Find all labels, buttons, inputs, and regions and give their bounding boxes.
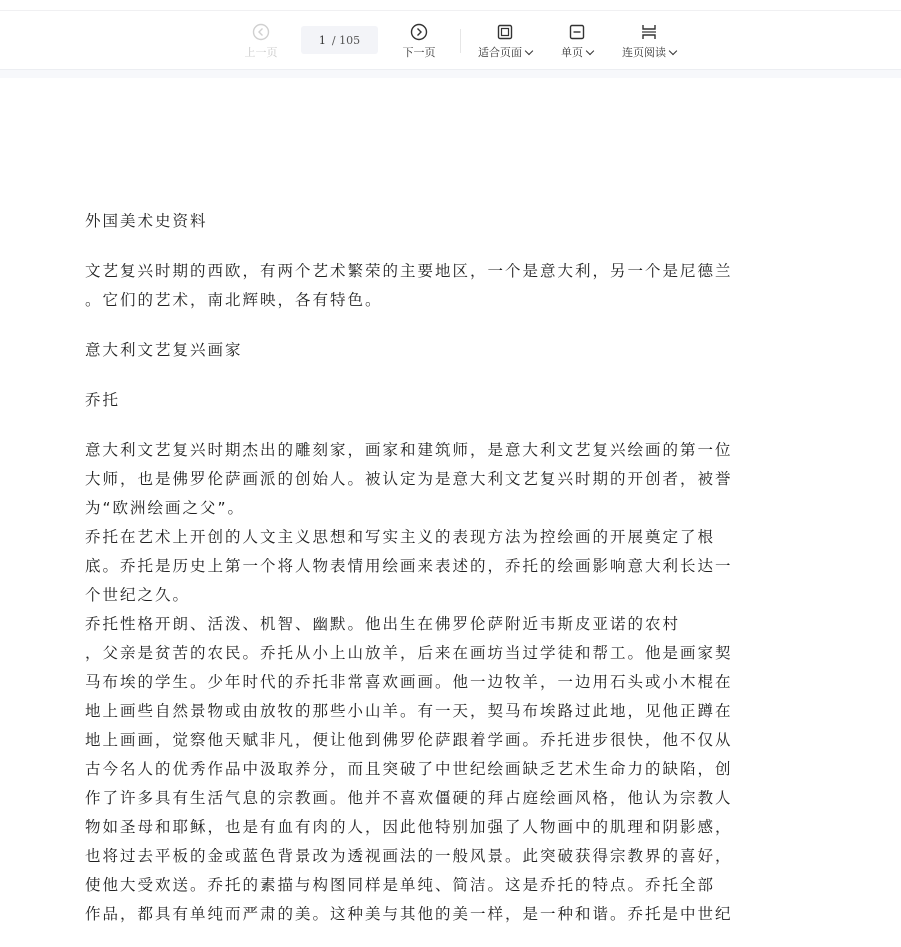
text-line: 物如圣母和耶稣，也是有血有肉的人，因此他特别加强了人物画中的肌理和阴影感， bbox=[85, 818, 733, 836]
text-line: 大师，也是佛罗伦萨画派的创始人。被认定为是意大利文艺复兴时期的开创者，被誉 bbox=[85, 470, 733, 488]
text-line: 为“欧洲绘画之父”。 bbox=[85, 499, 246, 517]
continuous-page-icon bbox=[640, 23, 658, 41]
chevron-left-circle-icon bbox=[252, 23, 270, 41]
continuous-reading-label: 连页阅读 bbox=[622, 46, 666, 59]
reader-toolbar bbox=[0, 11, 901, 70]
text-line: 。它们的艺术，南北辉映，各有特色。 bbox=[85, 291, 383, 309]
document-page bbox=[85, 207, 830, 929]
text-line: 马布埃的学生。少年时代的乔托非常喜欢画画。他一边牧羊，一边用石头或小木棍在 bbox=[85, 673, 733, 691]
toolbar-shadow-band bbox=[0, 70, 901, 78]
single-page-icon bbox=[568, 23, 586, 41]
text-line: 个世纪之久。 bbox=[85, 586, 191, 604]
text-line: 地上画些自然景物或由放牧的那些小山羊。有一天，契马布埃路过此地，见他正蹲在 bbox=[85, 702, 733, 720]
chevron-down-icon bbox=[525, 47, 533, 55]
text-line: 也将过去平板的金或蓝色背景改为透视画法的一般风景。此突破获得宗教界的喜好， bbox=[85, 847, 733, 865]
text-line: 使他大受欢送。乔托的素描与构图同样是单纯、简洁。这是乔托的特点。乔托全部 bbox=[85, 876, 716, 894]
text-line: 乔托在艺术上开创的人文主义思想和写实主义的表现方法为控绘画的开展奠定了根 bbox=[85, 528, 716, 546]
next-page-label: 下一页 bbox=[402, 46, 436, 59]
prev-page-button[interactable] bbox=[236, 11, 286, 69]
text-line: ，父亲是贫苦的农民。乔托从小上山放羊，后来在画坊当过学徒和帮工。他是画家契 bbox=[85, 644, 733, 662]
total-pages: / 105 bbox=[331, 33, 361, 47]
chevron-down-icon bbox=[586, 47, 594, 55]
fit-page-icon bbox=[496, 23, 514, 41]
text-line: 作了许多具有生活气息的宗教画。他并不喜欢僵硬的拜占庭绘画风格，他认为宗教人 bbox=[85, 789, 733, 807]
text-line: 古今名人的优秀作品中汲取养分，而且突破了中世纪绘画缺乏艺术生命力的缺陷，创 bbox=[85, 760, 733, 778]
single-page-label: 单页 bbox=[561, 46, 583, 59]
top-edge bbox=[0, 0, 901, 11]
text-line: 文艺复兴时期的西欧，有两个艺术繁荣的主要地区，一个是意大利，另一个是尼德兰 bbox=[85, 262, 733, 280]
artist-name: 乔托 bbox=[85, 391, 121, 409]
artist-body bbox=[85, 436, 830, 929]
text-line: 地上画画，觉察他天赋非凡，便让他到佛罗伦萨跟着学画。乔托进步很快，他不仅从 bbox=[85, 731, 733, 749]
page-indicator[interactable] bbox=[301, 26, 378, 54]
intro-paragraph bbox=[85, 257, 830, 315]
text-line: 乔托性格开朗、活泼、机智、幽默。他出生在佛罗伦萨附近韦斯皮亚诺的农村 bbox=[85, 615, 681, 633]
fit-page-label: 适合页面 bbox=[478, 46, 522, 59]
toolbar-divider bbox=[460, 29, 461, 53]
current-page-input[interactable]: 1 bbox=[318, 33, 326, 47]
single-page-dropdown[interactable] bbox=[552, 11, 602, 69]
section-heading: 意大利文艺复兴画家 bbox=[85, 341, 243, 359]
chevron-down-icon bbox=[669, 47, 677, 55]
chevron-right-circle-icon bbox=[410, 23, 428, 41]
text-line: 作品，都具有单纯而严肃的美。这种美与其他的美一样，是一种和谐。乔托是中世纪 bbox=[85, 905, 733, 923]
text-line: 意大利文艺复兴时期杰出的雕刻家，画家和建筑师，是意大利文艺复兴绘画的第一位 bbox=[85, 441, 733, 459]
text-line: 底。乔托是历史上第一个将人物表情用绘画来表述的，乔托的绘画影响意大利长达一 bbox=[85, 557, 733, 575]
continuous-reading-dropdown[interactable] bbox=[612, 11, 686, 69]
doc-title: 外国美术史资料 bbox=[85, 212, 208, 230]
prev-page-label: 上一页 bbox=[244, 46, 278, 59]
fit-page-dropdown[interactable] bbox=[470, 11, 540, 69]
next-page-button[interactable] bbox=[394, 11, 444, 69]
